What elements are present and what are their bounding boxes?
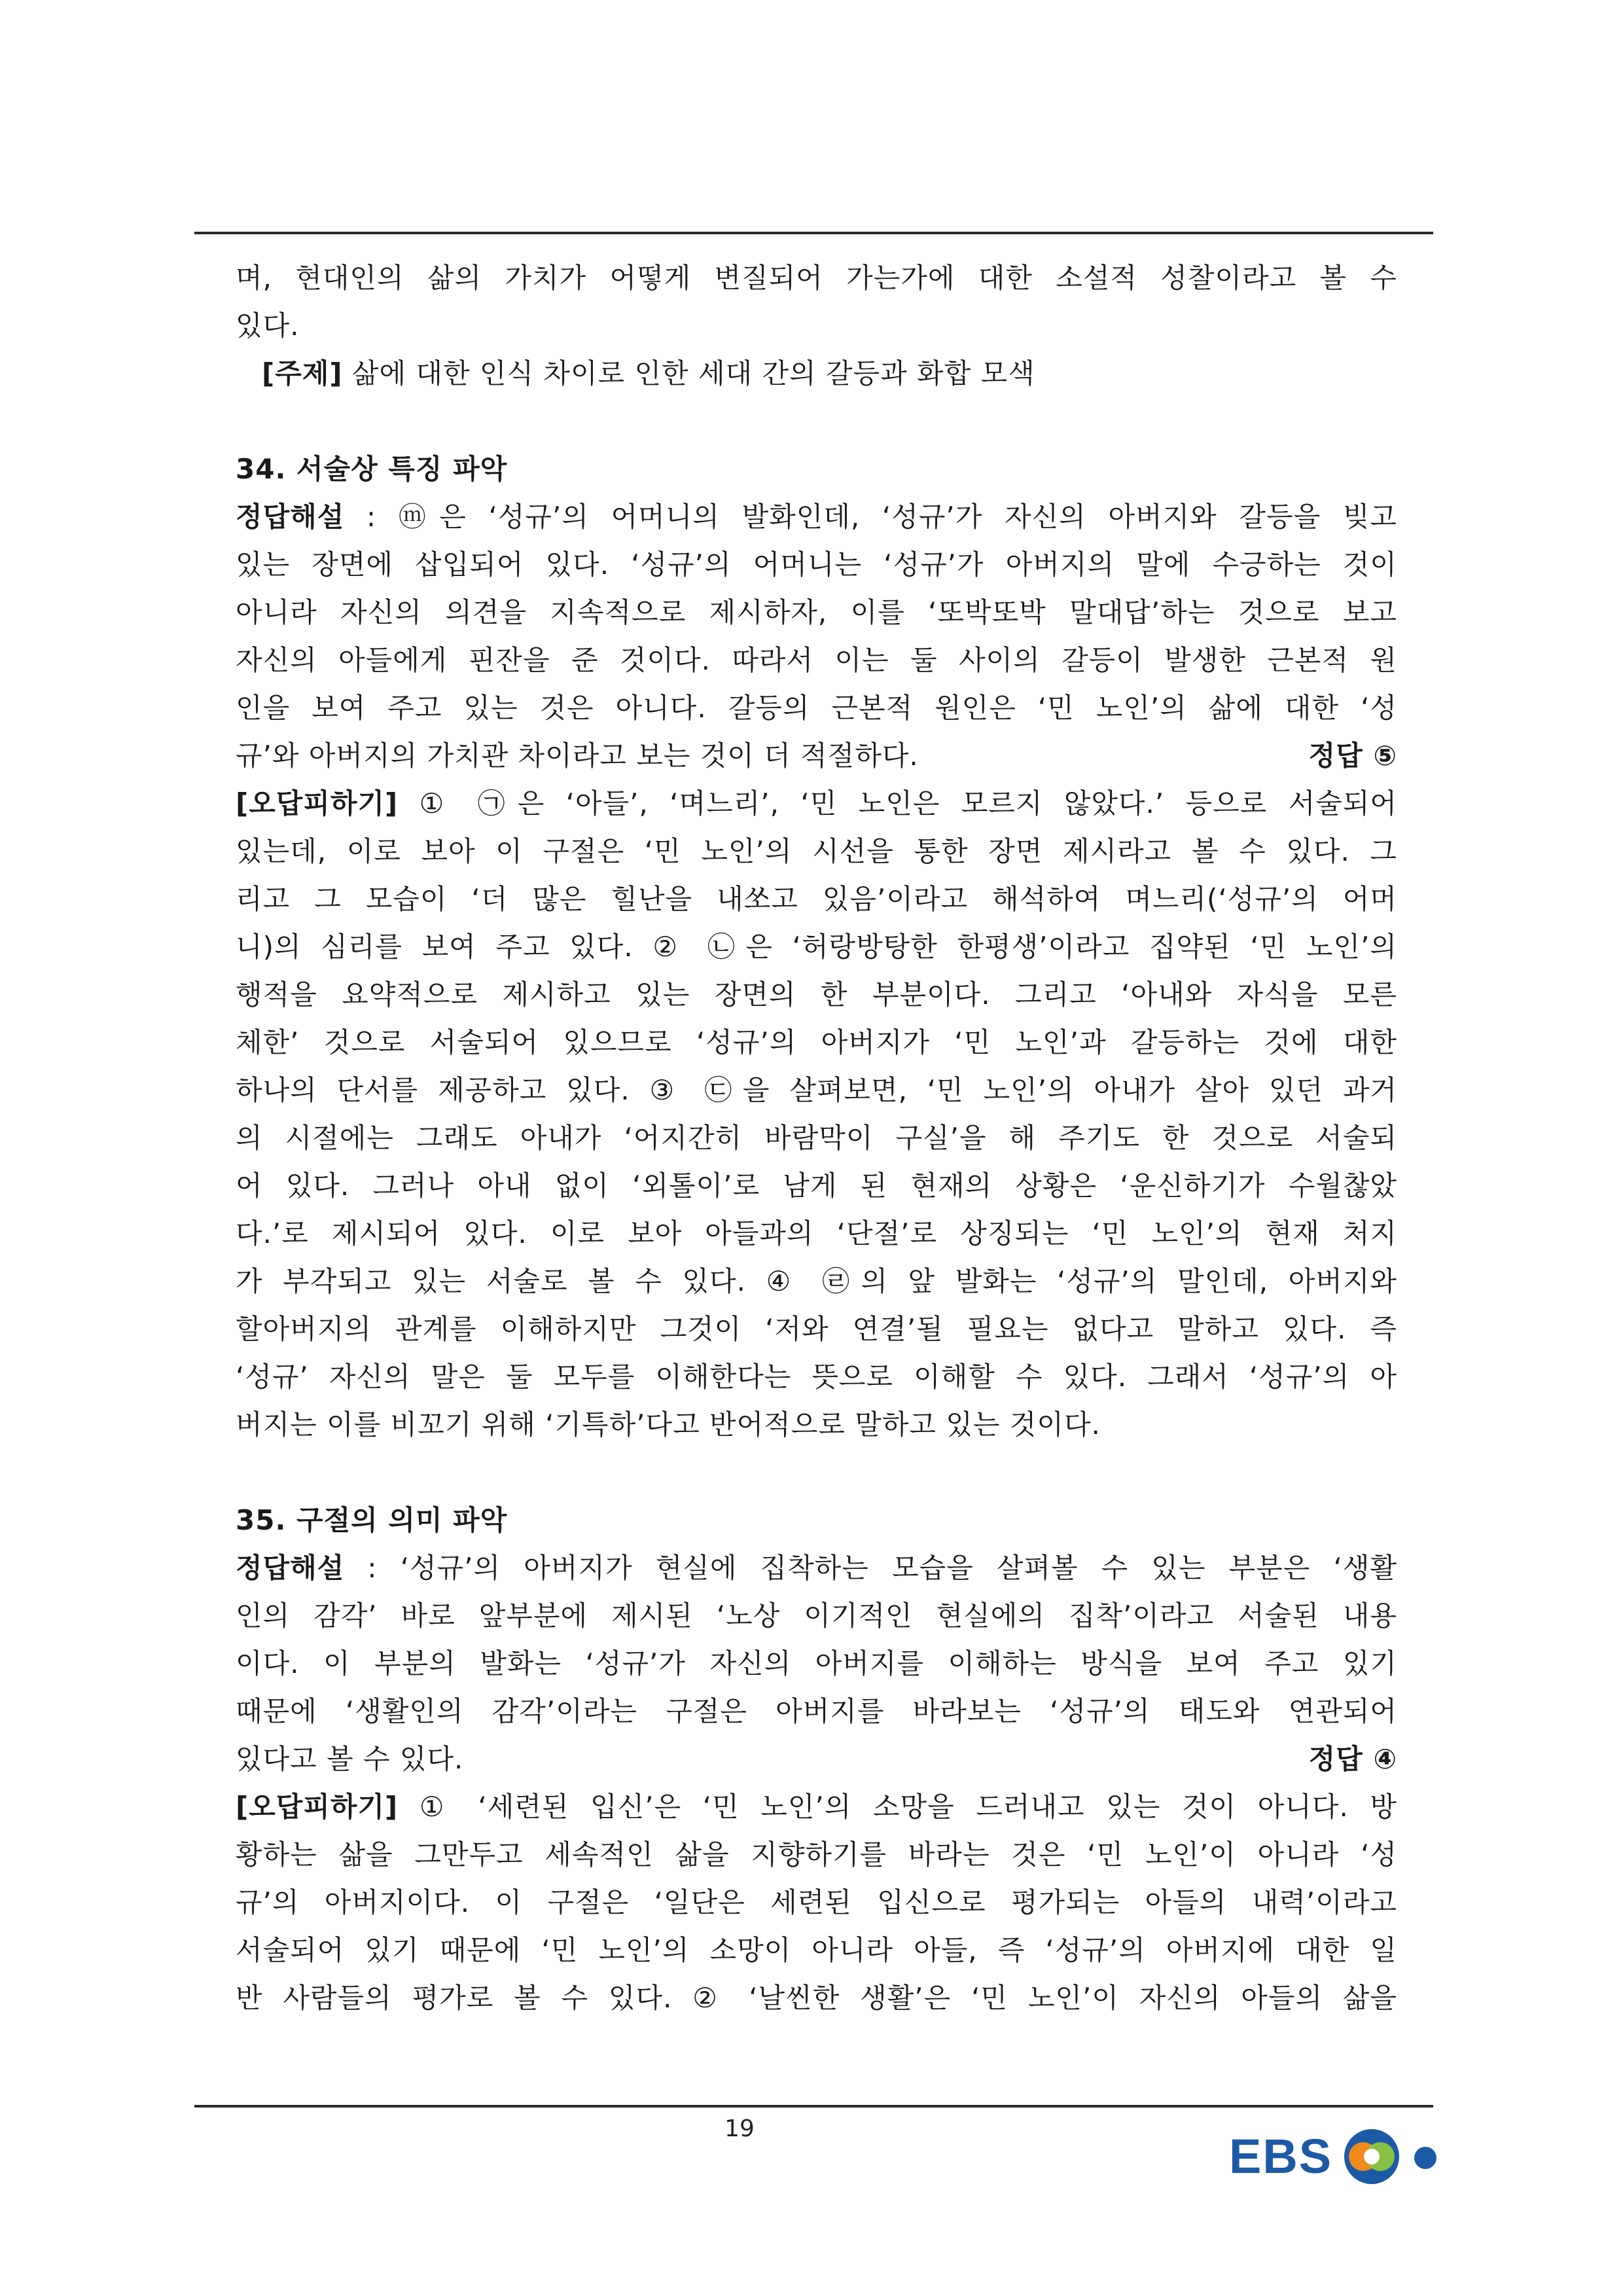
q35-wrong-line-4: 서술되어 있기 때문에 ‘민 노인’의 소망이 아니라 아들, 즉 ‘성규’의 아버지에 대한 일 [236,1934,1397,1966]
q35-heading: 35. 구절의 의미 파악 [236,1504,508,1536]
q35-answer: 정답 ④ [1308,1743,1397,1775]
q34-explain-label: 정답해설 [236,501,345,533]
q34-wrong-line-7: 하나의 단서를 제공하고 있다. ③ ㉢을 살펴보면, ‘민 노인’의 아내가 살아 있던 과거 [236,1074,1397,1106]
q34-explain-text-1: : ⓜ은 ‘성규’의 어머니의 발화인데, ‘성규’가 자신의 아버지와 갈등을 빚고 [344,501,1397,533]
q35-explain-line-1 [236,1544,1397,1592]
q35-wrong-line-3: 규’의 아버지이다. 이 구절은 ‘일단은 세련된 입신으로 평가되는 아들의 내력’이라고 [236,1886,1397,1918]
q35-wrong-line-2: 황하는 삶을 그만두고 세속적인 삶을 지향하기를 바라는 것은 ‘민 노인’이 아니라 ‘성 [236,1839,1397,1871]
q34-wrong-line-4: 니)의 심리를 보여 주고 있다. ② ㉡은 ‘허랑방탕한 한평생’이라고 집약된 ‘민 노인’의 [236,931,1397,963]
q35-explain-label: 정답해설 [236,1552,345,1584]
q34-wrong-line-10: 다.’로 제시되어 있다. 이로 보아 아들과의 ‘단절’로 상징되는 ‘민 노인’의 현재 처지 [236,1217,1397,1249]
q34-explain-line-6 [236,732,1397,780]
page-number: 19 [724,2115,755,2142]
q34-answer: 정답 ⑤ [1308,740,1397,772]
page-body [236,254,1397,2022]
q34-explain-line-1 [236,493,1397,541]
q35-explain-line-4: 때문에 ‘생활인의 감각’이라는 구절은 아버지를 바라보는 ‘성규’의 태도와 연관되어 [236,1695,1397,1727]
q34-wrong-line-2: 있는데, 이로 보아 이 구절은 ‘민 노인’의 시선을 통한 장면 제시라고 볼 수 있다. 그 [236,835,1397,867]
ebs-logo-text: EBS [1229,2129,1333,2183]
q34-wrong-text-1: ① ㉠은 ‘아들’, ‘며느리’, ‘민 노인은 모르지 않았다.’ 등으로 서술되어 [398,787,1397,819]
q35-wrong-label: [오답피하기] [236,1791,399,1823]
q35-wrong-text-1: ① ‘세련된 입신’은 ‘민 노인’의 소망을 드러내고 있는 것이 아니다. 방 [398,1791,1397,1823]
footer-rule [194,2105,1433,2108]
q34-wrong-line-12: 할아버지의 관계를 이해하지만 그것이 ‘저와 연결’될 필요는 없다고 말하고 있다. 즉 [236,1313,1397,1345]
q35-explain-line-2: 인의 감각’ 바로 앞부분에 제시된 ‘노상 이기적인 현실에의 집착’이라고 서술된 내용 [236,1600,1397,1632]
q34-explain-line-4: 자신의 아들에게 핀잔을 준 것이다. 따라서 이는 둘 사이의 갈등이 발생한 근본적 원 [236,644,1397,676]
ebs-logo [1229,2121,1452,2193]
theme-text: 삶에 대한 인식 차이로 인한 세대 간의 갈등과 화합 모색 [342,357,1035,389]
theme-line [236,350,1397,397]
q35-wrong-line-5: 반 사람들의 평가로 볼 수 있다. ② ‘날씬한 생활’은 ‘민 노인’이 자신의 아들의 삶을 [236,1982,1397,2014]
q34-explain-text-6: 규’와 아버지의 가치관 차이라고 보는 것이 더 적절하다. [236,740,919,772]
q34-wrong-label: [오답피하기] [236,787,399,819]
q34-wrong-line-14: 버지는 이를 비꼬기 위해 ‘기특하’다고 반어적으로 말하고 있는 것이다. [236,1408,1101,1441]
q35-explain-text-5: 있다고 볼 수 있다. [236,1743,464,1775]
q34-wrong-line-5: 행적을 요약적으로 제시하고 있는 장면의 한 부분이다. 그리고 ‘아내와 자식을 모른 [236,978,1397,1011]
ebs-logo-circles-icon [1344,2129,1436,2184]
q34-wrong-line-11: 가 부각되고 있는 서술로 볼 수 있다. ④ ㉣의 앞 발화는 ‘성규’의 말인데, 아버지와 [236,1265,1397,1297]
q34-explain-line-3: 아니라 자신의 의견을 지속적으로 제시하자, 이를 ‘또박또박 말대답’하는 것으로 보고 [236,596,1397,628]
q34-wrong-line-1 [236,780,1397,827]
q34-heading: 34. 서술상 특징 파악 [236,453,508,485]
q35-explain-text-1: : ‘성규’의 아버지가 현실에 집착하는 모습을 살펴볼 수 있는 부분은 ‘생활 [344,1552,1397,1584]
q34-explain-line-5: 인을 보여 주고 있는 것은 아니다. 갈등의 근본적 원인은 ‘민 노인’의 삶에 대한 ‘성 [236,692,1397,724]
q34-explain-line-2: 있는 장면에 삽입되어 있다. ‘성규’의 어머니는 ‘성규’가 아버지의 말에 수긍하는 것이 [236,548,1397,581]
intro-line-2: 있다. [236,310,300,342]
q35-explain-line-3: 이다. 이 부분의 발화는 ‘성규’가 자신의 아버지를 이해하는 방식을 보여 주고 있기 [236,1647,1397,1679]
q35-explain-line-5 [236,1735,1397,1783]
q34-wrong-line-6: 체한’ 것으로 서술되어 있으므로 ‘성규’의 아버지가 ‘민 노인’과 갈등하는 것에 대한 [236,1026,1397,1058]
theme-label: [주제] [262,357,343,389]
q34-wrong-line-3: 리고 그 모습이 ‘더 많은 힐난을 내쏘고 있음’이라고 해석하여 며느리(‘성규’의 어머 [236,883,1397,915]
q34-wrong-line-13: ‘성규’ 자신의 말은 둘 모두를 이해한다는 뜻으로 이해할 수 있다. 그래서 ‘성규’의 아 [236,1361,1397,1393]
q35-wrong-line-1 [236,1783,1397,1831]
header-rule [194,232,1433,234]
q34-wrong-line-8: 의 시절에는 그래도 아내가 ‘어지간히 바람막이 구실’을 해 주기도 한 것으로 서술되 [236,1122,1397,1154]
intro-line-1: 며, 현대인의 삶의 가치가 어떻게 변질되어 가는가에 대한 소설적 성찰이라고 볼 수 [236,262,1397,294]
q34-wrong-line-9: 어 있다. 그러나 아내 없이 ‘외톨이’로 남게 된 현재의 상황은 ‘운신하기가 수월찮았 [236,1170,1397,1202]
